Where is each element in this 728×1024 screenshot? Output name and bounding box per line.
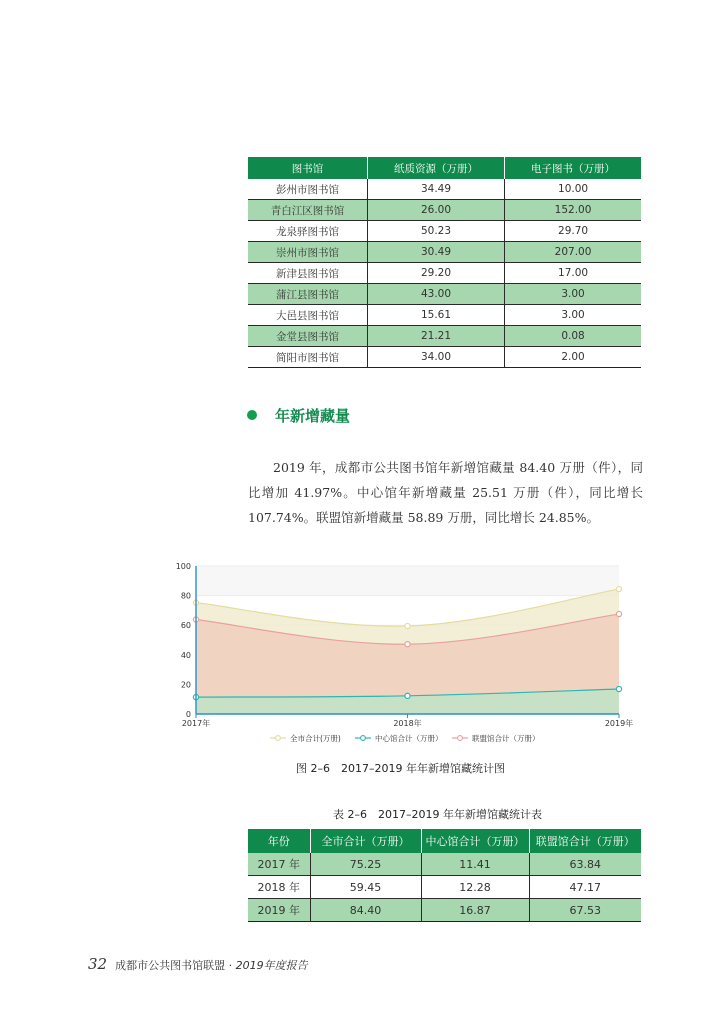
table-header-row — [248, 157, 641, 179]
table-cell: 207.00 — [505, 242, 641, 263]
bullet-dot-icon — [247, 410, 257, 420]
table-cell: 2.00 — [505, 347, 641, 368]
area-chart — [170, 558, 650, 748]
column-header: 年份 — [248, 829, 310, 853]
table-cell: 29.20 — [367, 263, 504, 284]
table-cell: 青白江区图书馆 — [248, 200, 367, 221]
legend-label: 全市合计(万册) — [290, 734, 341, 743]
table-row — [248, 200, 641, 221]
table-cell: 10.00 — [505, 179, 641, 200]
table-row — [248, 326, 641, 347]
legend-label: 中心馆合计（万册） — [375, 734, 443, 743]
library-resources-table — [248, 157, 641, 368]
table-cell: 34.00 — [367, 347, 504, 368]
column-header: 联盟馆合计（万册） — [529, 829, 641, 853]
table-cell: 11.41 — [421, 853, 529, 876]
table-cell: 21.21 — [367, 326, 504, 347]
y-tick-label: 40 — [180, 650, 191, 660]
page-number: 32 — [88, 955, 108, 973]
table-cell: 大邑县图书馆 — [248, 305, 367, 326]
table-row — [248, 284, 641, 305]
table-row — [248, 179, 641, 200]
table-cell: 17.00 — [505, 263, 641, 284]
x-tick-label: 2019年 — [604, 719, 634, 728]
table-cell: 2018 年 — [248, 876, 310, 899]
data-point — [405, 623, 410, 628]
table-row — [248, 876, 641, 899]
table-cell: 金堂县图书馆 — [248, 326, 367, 347]
table-cell: 59.45 — [310, 876, 421, 899]
table-row — [248, 221, 641, 242]
table-cell: 75.25 — [310, 853, 421, 876]
table-cell: 26.00 — [367, 200, 504, 221]
data-point — [405, 693, 410, 698]
table-cell: 2019 年 — [248, 899, 310, 922]
table-row — [248, 853, 641, 876]
table-cell: 16.87 — [421, 899, 529, 922]
data-point — [405, 642, 410, 647]
table-cell: 47.17 — [529, 876, 641, 899]
table-cell: 152.00 — [505, 200, 641, 221]
table-cell: 崇州市图书馆 — [248, 242, 367, 263]
table-cell: 0.08 — [505, 326, 641, 347]
table-row — [248, 899, 641, 922]
table-row — [248, 242, 641, 263]
y-tick-label: 0 — [185, 710, 191, 719]
table-cell: 29.70 — [505, 221, 641, 242]
table-header-row — [248, 829, 641, 853]
footer-title: 成都市公共图书馆联盟 · — [115, 959, 236, 972]
table-cell: 龙泉驿图书馆 — [248, 221, 367, 242]
table-cell: 84.40 — [310, 899, 421, 922]
y-tick-label: 80 — [180, 591, 191, 601]
table-cell: 30.49 — [367, 242, 504, 263]
table-row — [248, 347, 641, 368]
table-cell: 蒲江县图书馆 — [248, 284, 367, 305]
table-cell: 50.23 — [367, 221, 504, 242]
y-tick-label: 100 — [175, 562, 191, 571]
table-cell: 3.00 — [505, 284, 641, 305]
page-footer — [88, 955, 308, 973]
table-cell: 3.00 — [505, 305, 641, 326]
table-cell: 63.84 — [529, 853, 641, 876]
x-tick-label: 2017年 — [181, 719, 211, 728]
table-cell: 43.00 — [367, 284, 504, 305]
data-point — [616, 686, 621, 691]
y-tick-label: 60 — [180, 621, 191, 631]
footer-subtitle: 2019年度报告 — [235, 959, 308, 972]
data-point — [616, 586, 621, 591]
body-paragraph: 2019 年，成都市公共图书馆年新增馆藏量 84.40 万册（件），同比增加 41.97%。中心馆年新增藏量 25.51 万册（件），同比增长 107.74%。联盟馆新增藏量 58.89 万册，同比增长 24.85%。 — [248, 460, 643, 525]
legend-label: 联盟馆合计（万册） — [472, 734, 540, 743]
table-cell: 新津县图书馆 — [248, 263, 367, 284]
table-cell: 34.49 — [367, 179, 504, 200]
table-cell: 12.28 — [421, 876, 529, 899]
column-header: 电子图书（万册） — [505, 157, 641, 179]
legend-marker — [361, 736, 366, 741]
table-cell: 15.61 — [367, 305, 504, 326]
column-header: 中心馆合计（万册） — [421, 829, 529, 853]
legend-marker — [458, 736, 463, 741]
figure-caption: 图 2–6 2017–2019 年年新增馆藏统计图 — [296, 762, 505, 775]
plot-band — [196, 566, 619, 595]
table-cell: 67.53 — [529, 899, 641, 922]
column-header: 全市合计（万册） — [310, 829, 421, 853]
column-header: 图书馆 — [248, 157, 367, 179]
column-header: 纸质资源（万册） — [367, 157, 504, 179]
y-tick-label: 20 — [180, 680, 191, 690]
table-row — [248, 263, 641, 284]
data-point — [616, 611, 621, 616]
annual-additions-table — [248, 829, 641, 922]
table-cell: 2017 年 — [248, 853, 310, 876]
x-tick-label: 2018年 — [393, 719, 422, 728]
table-cell: 简阳市图书馆 — [248, 347, 367, 368]
table-caption: 表 2–6 2017–2019 年年新增馆藏统计表 — [333, 808, 542, 821]
table-row — [248, 305, 641, 326]
section-title: 年新增藏量 — [275, 407, 351, 425]
legend-marker — [276, 736, 281, 741]
table-cell: 彭州市图书馆 — [248, 179, 367, 200]
